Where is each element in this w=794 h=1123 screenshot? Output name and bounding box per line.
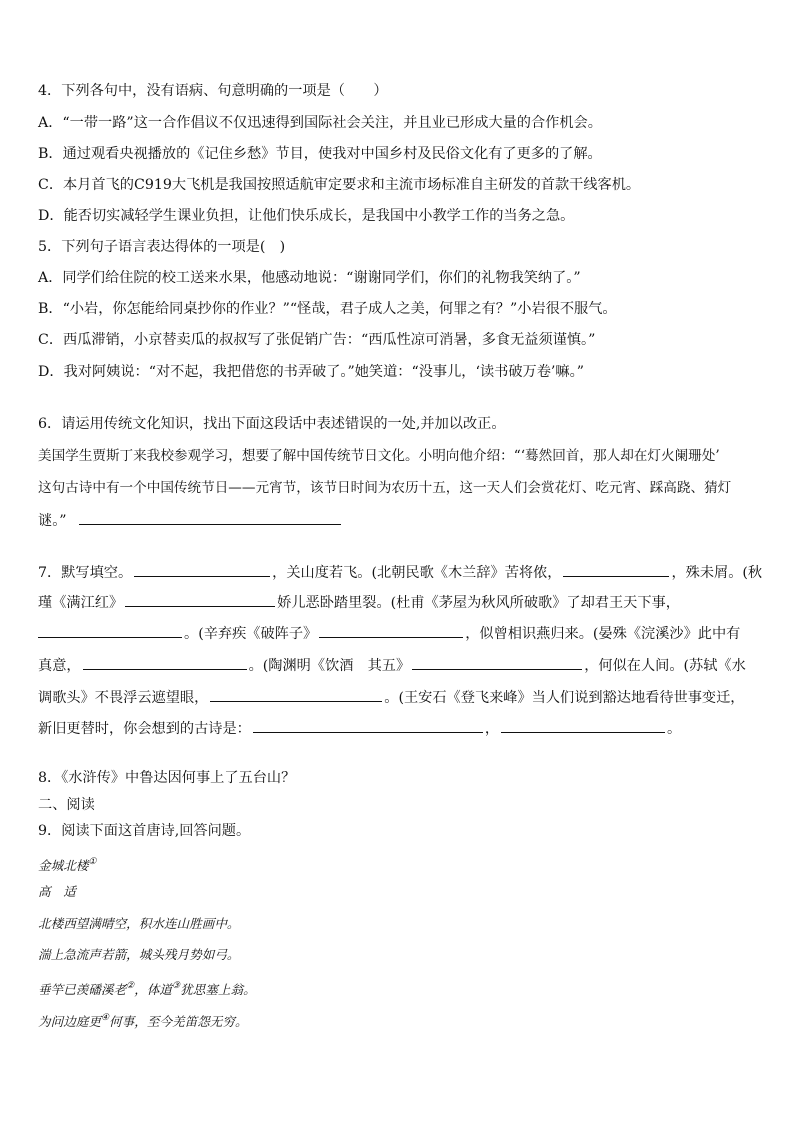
q7-text: ， [484,721,500,737]
poem-line: 北楼西望满晴空，积水连山胜画中。 [38,916,240,931]
q4-option-a: A．“一带一路”这一合作倡议不仅迅速得到国际社会关注，并且业已形成大量的合作机会。 [38,115,602,131]
q5-option-a: A．同学们给住院的校工送来水果，他感动地说：“谢谢同学们，你们的礼物我笑纳了。” [38,270,581,286]
q5-option-b: B．“小岩，你怎能给同桌抄你的作业？”“怪哉，君子成人之美，何罪之有？”小岩很不服气。 [38,301,617,317]
footnote-marker: ② [126,981,135,991]
answer-blank [563,562,669,577]
answer-blank [319,623,463,638]
poem-line [38,1008,248,1032]
poem-author: 高 适 [38,884,76,899]
q7-text: 。(陶渊明《饮酒 其五》 [248,658,411,674]
poem-line: 湍上急流声若箭，城头残月势如弓。 [38,947,240,962]
q5-option-c: C．西瓜滞销，小京替卖瓜的叔叔写了张促销广告：“西瓜性凉可消暑，多食无益须谨慎。” [38,332,596,348]
q7-line [38,687,745,708]
q4-stem: 4．下列各句中，没有语病、句意明确的一项是（ ） [38,83,388,99]
q6-stem: 6．请运用传统文化知识，找出下面这段话中表述错误的一处,并加以改正。 [38,416,506,432]
answer-blank [412,655,582,670]
q6-paragraph-end: 谜。” [38,513,67,529]
poem-text: 垂竿已羡磻溪老 [38,982,127,997]
q9-stem: 9．阅读下面这首唐诗,回答问题。 [38,823,251,839]
poem-text: 犹思塞上翁。 [180,982,256,997]
q4-option-b: B．通过观看央视播放的《记住乡愁》节目，使我对中国乡村及民俗文化有了更多的了解。 [38,146,602,162]
q7-text: 。(王安石《登飞来峰》当人们说到豁达地看待世事变迁， [384,690,745,706]
q6-paragraph-line: 美国学生贾斯丁来我校参观学习，想要了解中国传统节日文化。小明向他介绍：“‘蓦然回首，那人却在灯火阑珊处’ [38,448,720,464]
answer-blank [501,718,665,733]
q7-text: ，何似在人间。(苏轼《水 [584,658,746,674]
q6-paragraph-line: 这句古诗中有一个中国传统节日——元宵节，该节日时间为农历十五，这一天人们会赏花灯、吃元宵、踩高跷、猜灯 [38,480,732,496]
q5-option-d: D．我对阿姨说：“对不起，我把借您的书弄破了。”她笑道：“没事儿，‘读书破万卷’嘛。” [38,364,584,380]
q7-text: 新旧更替时，你会想到的古诗是： [38,721,251,737]
poem-text: 何事，至今羌笛怨无穷。 [109,1014,248,1029]
q7-text: 调歌头》不畏浮云遮望眼， [38,690,209,706]
poem-line [38,976,256,1000]
q7-text: 真意， [38,658,81,674]
answer-blank [83,655,247,670]
q7-line [38,562,762,583]
q4-option-c: C．本月首飞的C919大飞机是我国按照适航审定要求和主流市场标准自主研发的首款干线客机。 [38,177,641,193]
section-title: 二、阅读 [38,797,95,813]
footnote-marker: ③ [172,981,181,991]
footnote-marker: ④ [100,1013,110,1023]
q8-stem: 8．《水浒传》中鲁达因何事上了五台山？ [38,770,296,786]
q7-text: 。(辛弃疾《破阵子》 [184,626,318,642]
q7-line [38,623,740,644]
answer-blank [210,687,382,702]
answer-blank [134,562,270,577]
q7-text: 娇儿恶卧踏里裂。(杜甫《茅屋为秋风所破歌》了却君王天下事， [277,595,680,611]
q7-line [38,592,680,613]
q7-text: 。 [667,721,682,737]
q7-line [38,655,746,676]
q6-paragraph-line [38,510,343,531]
q7-text: 瑾《满江红》 [38,595,124,611]
answer-blank [253,718,483,733]
poem-text: 为问边庭更 [38,1014,101,1029]
q7-line [38,718,681,739]
poem-text: ，体道 [134,982,173,997]
q4-option-d: D．能否切实减轻学生课业负担，让他们快乐成长，是我国中小教学工作的当务之急。 [38,208,575,224]
answer-blank [38,623,182,638]
q7-text: ，关山度若飞。(北朝民歌《木兰辞》苦将侬， [272,565,562,581]
q7-stem: 7．默写填空。 [38,565,133,581]
footnote-marker: ① [88,857,97,867]
poem-title-text: 金城北楼 [38,858,89,873]
q5-stem: 5．下列句子语言表达得体的一项是( ) [38,239,286,255]
answer-blank [125,592,275,607]
poem-title [38,852,96,876]
q7-text: ，殊未屑。(秋 [671,565,763,581]
q7-text: ，似曾相识燕归来。(晏殊《浣溪沙》此中有 [465,626,741,642]
answer-blank [79,510,341,525]
